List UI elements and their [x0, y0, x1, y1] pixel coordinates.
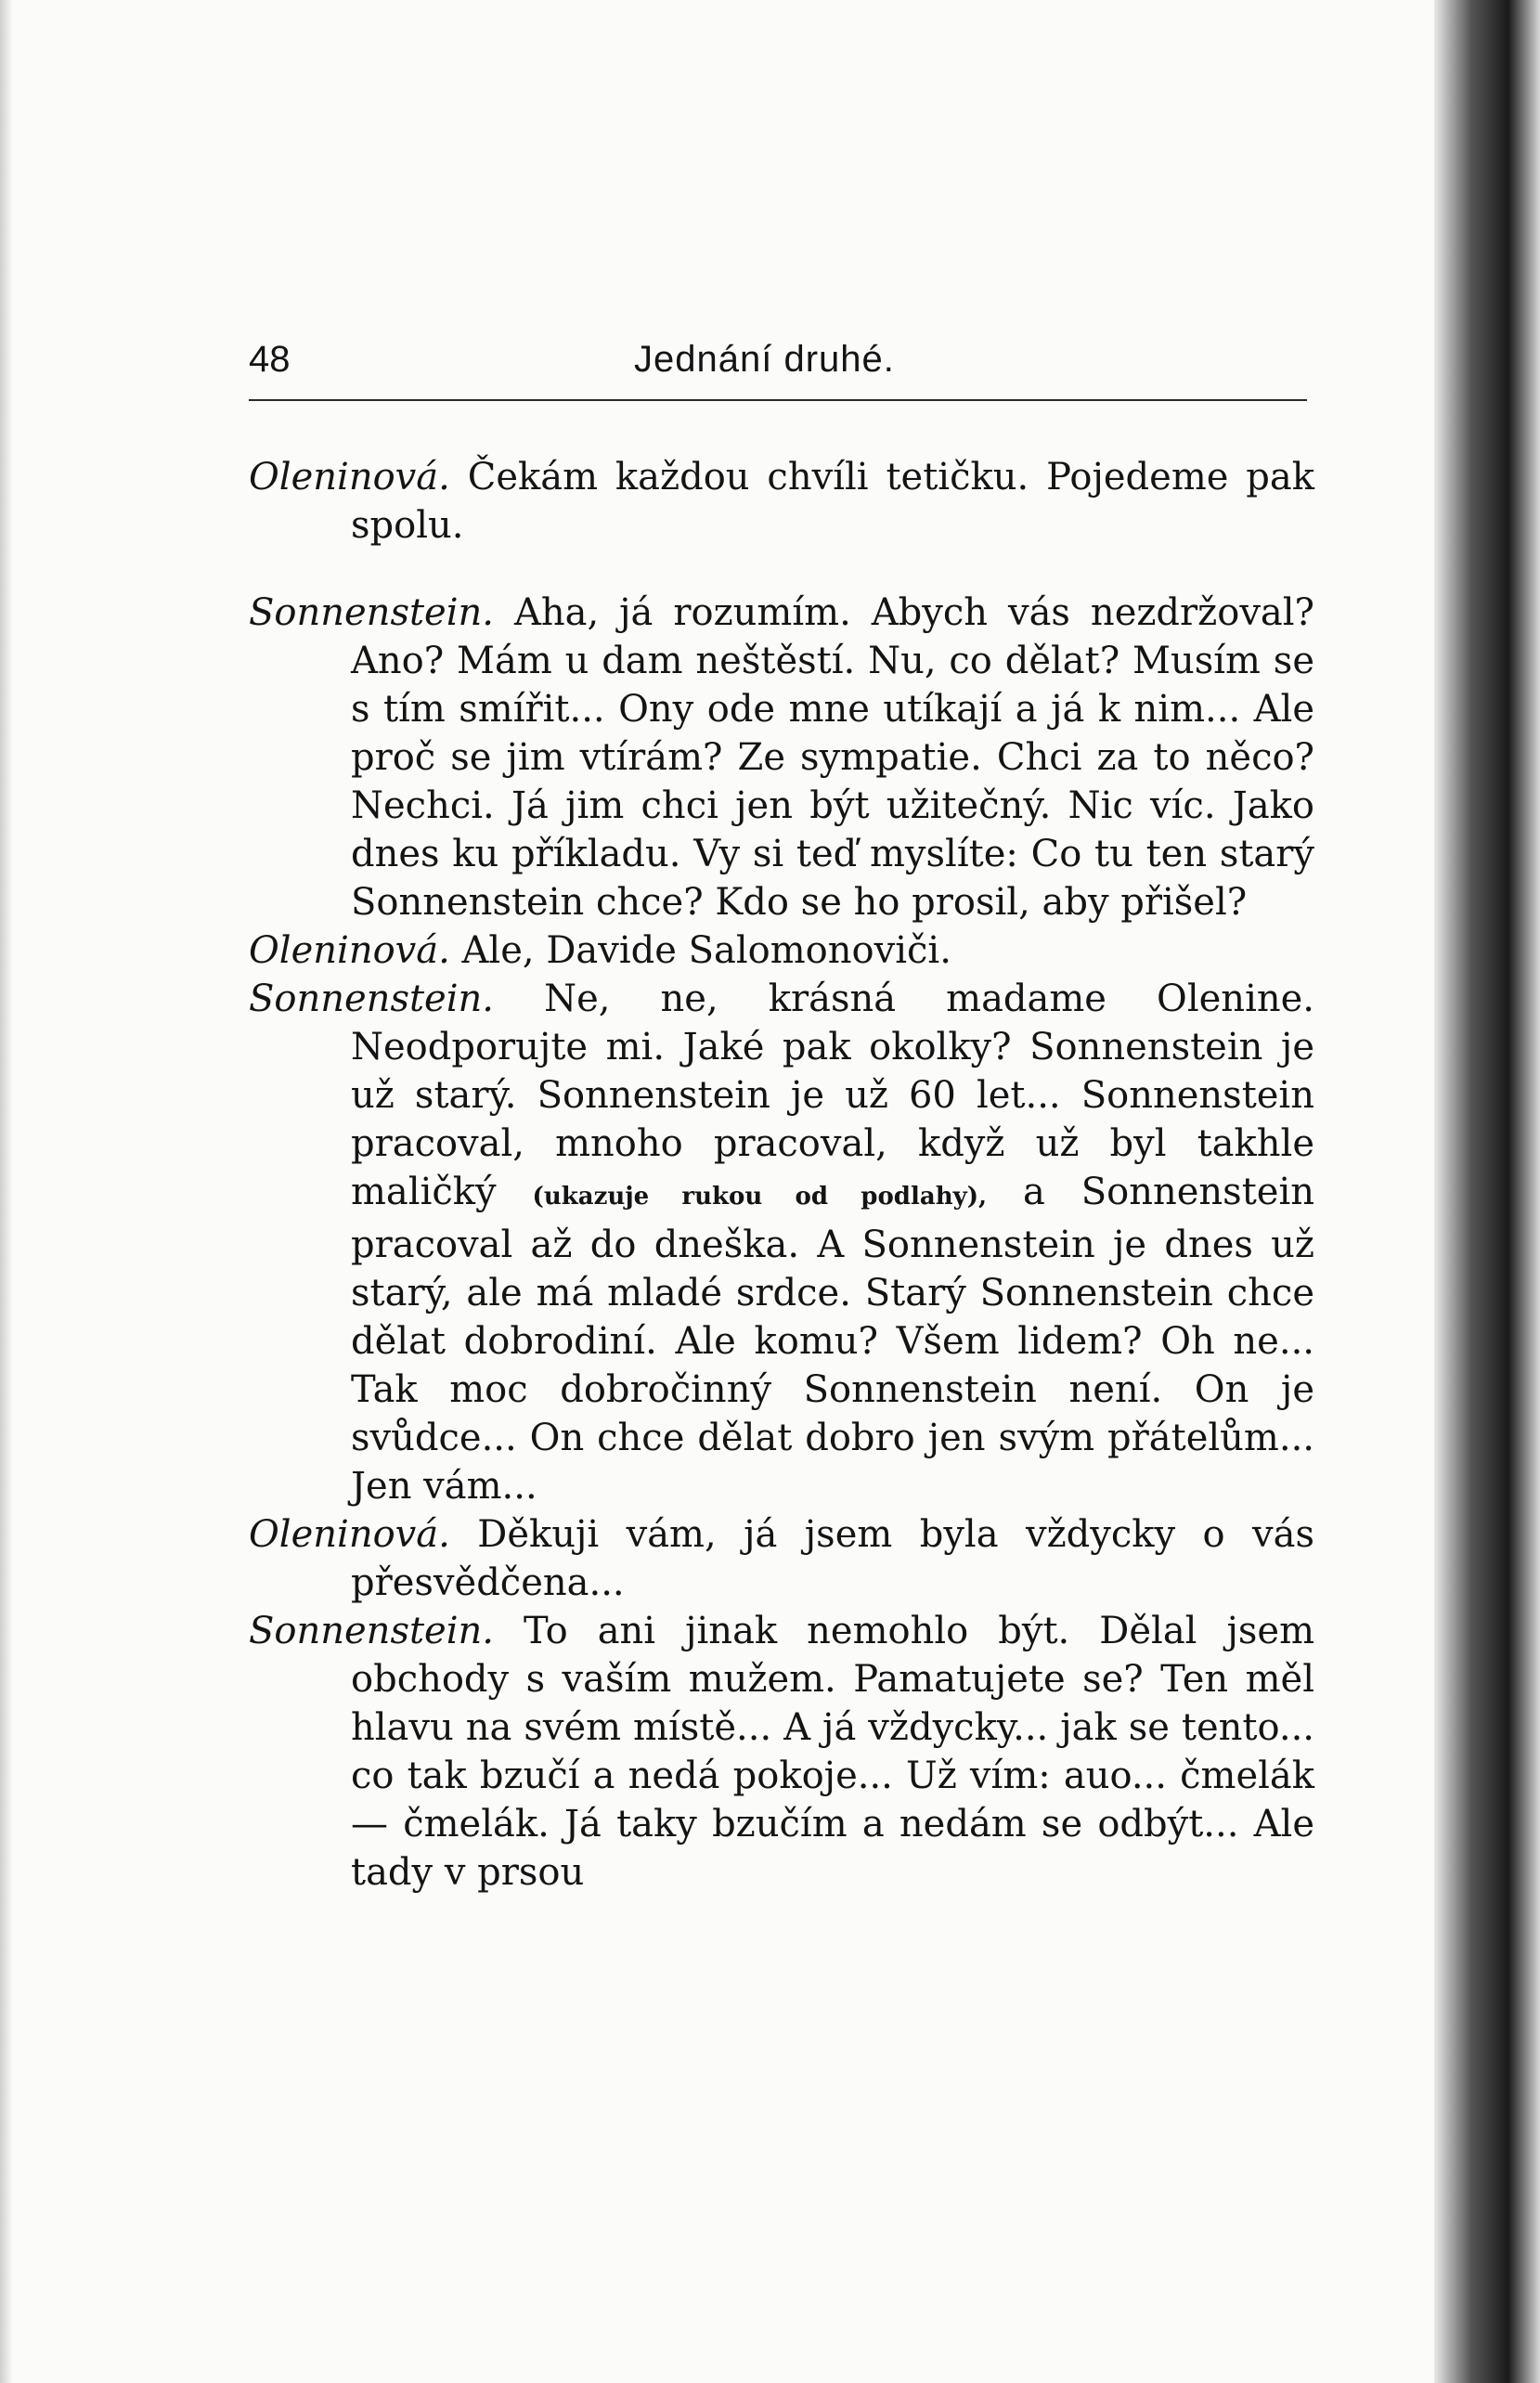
- header-rule: [249, 399, 1307, 401]
- speech-2: [249, 589, 1314, 926]
- speech-text: Děkuji vám, já jsem byla vždycky o vás přesvědčena...: [351, 1513, 1314, 1604]
- play-text: [249, 453, 1314, 1897]
- speaker-name: Oleninová.: [249, 929, 450, 972]
- speech-1: [249, 453, 1314, 550]
- speaker-name: Oleninová.: [249, 1513, 450, 1556]
- speech-text: Ale, Davide Salomonoviči.: [461, 929, 951, 972]
- page-number: 48: [249, 339, 291, 380]
- speech-text: Čekám každou chvíli tetičku. Pojedeme pak spolu.: [351, 456, 1314, 547]
- stage-direction: (ukazuje rukou od podlahy),: [532, 1183, 988, 1211]
- running-title: Jednání druhé.: [634, 339, 895, 380]
- page-header: [249, 339, 1307, 395]
- speaker-name: Sonnenstein.: [249, 978, 494, 1020]
- book-spine-shadow: [1434, 0, 1540, 2383]
- page-edge-shadow: [0, 0, 13, 2383]
- speaker-name: Oleninová.: [249, 456, 450, 499]
- speech-6: [249, 1607, 1314, 1897]
- speaker-name: Sonnenstein.: [249, 1610, 494, 1652]
- speech-5: [249, 1510, 1314, 1607]
- speech-3: [249, 926, 1314, 975]
- speech-text: Ne, ne, krásná madame Olenine. Neodporujte mi. Jaké pak okolky? Sonnenstein je už starý. Sonnenstein je už 60 let... Sonnenstein pracoval, mnoho pracoval, když už byl takhle maličký: [351, 978, 1315, 1213]
- speech-text: To ani jinak nemohlo být. Dělal jsem obchody s vaším mužem. Pamatujete se? Ten měl hlavu na svém místě... A já vždycky... jak se tento... co tak bzučí a nedá pokoje... Už vím: auo... čmelák — čmelák. Já taky bzučím a nedám se odbýt... Ale tady v prsou: [351, 1610, 1315, 1894]
- speech-text-continued: a Sonnenstein pracoval až do dneška. A Sonnenstein je dnes už starý, ale má mladé srdce. Starý Sonnenstein chce dělat dobrodiní. Ale komu? Všem lidem? Oh ne... Tak moc dobročinný Sonnenstein není. On je svůdce... On chce dělat dobro jen svým přátelům... Jen vám...: [351, 1171, 1314, 1508]
- speech-4: [249, 975, 1314, 1510]
- speech-text: Aha, já rozumím. Abych vás nezdržoval? Ano? Mám u dam neštěstí. Nu, co dělat? Musím se s tím smířit... Ony ode mne utíkají a já k nim... Ale proč se jim vtírám? Ze sympatie. Chci za to něco? Nechci. Já jim chci jen být užitečný. Nic víc. Jako dnes ku příkladu. Vy si teď myslíte: Co tu ten starý Sonnenstein chce? Kdo se ho prosil, aby přišel?: [351, 591, 1314, 924]
- speaker-name: Sonnenstein.: [249, 591, 494, 634]
